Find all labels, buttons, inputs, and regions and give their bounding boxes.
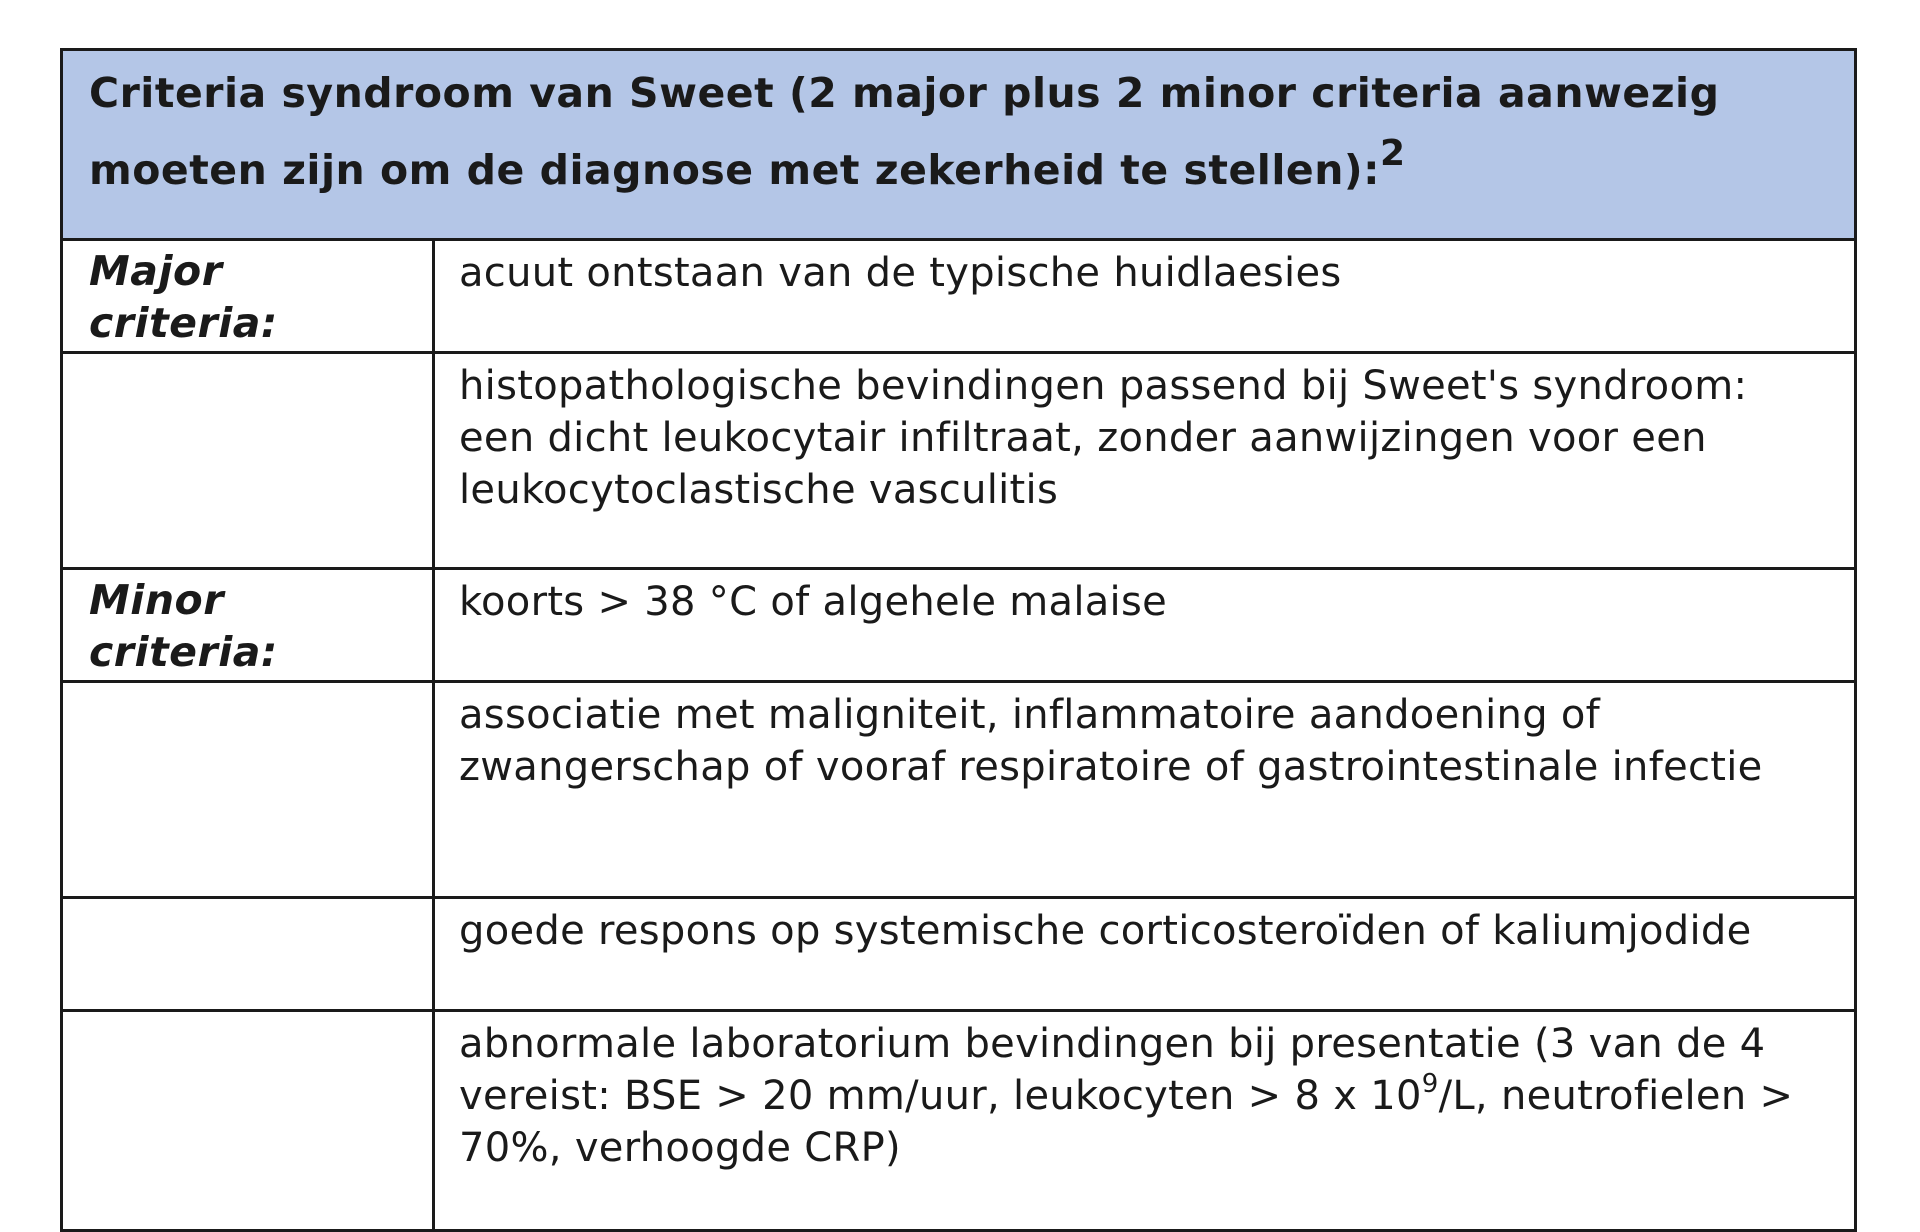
criterion-text: histopathologische bevindingen passend bij Sweet's syndroom: een dicht leukocytair infiltraat, zonder aanwijzingen voor een leukocytoclastische vasculitis [434, 353, 1856, 569]
sweet-criteria-table [60, 48, 1857, 1232]
table-row [62, 682, 1856, 898]
table-row [62, 569, 1856, 682]
table-row [62, 240, 1856, 353]
table-row [62, 1011, 1856, 1231]
criteria-label-empty [62, 1011, 434, 1231]
criteria-label-major: Major criteria: [62, 240, 434, 353]
criteria-label-empty [62, 898, 434, 1011]
criterion-text: acuut ontstaan van de typische huidlaesies [434, 240, 1856, 353]
criterion-text-part: /L, neutrofielen > 70%, verhoogde CRP) [459, 1073, 1794, 1171]
criterion-text-part: abnormale laboratorium bevindingen bij presentatie (3 van de 4 vereist: BSE > 20 mm/uur, leukocyten > 8 x 10 [459, 1021, 1766, 1119]
criteria-label-empty [62, 682, 434, 898]
criterion-text: associatie met maligniteit, inflammatoire aandoening of zwangerschap of vooraf respiratoire of gastrointestinale infectie [434, 682, 1856, 898]
criterion-text: koorts > 38 °C of algehele malaise [434, 569, 1856, 682]
table-header-row [62, 50, 1856, 240]
criterion-text: goede respons op systemische corticosteroïden of kaliumjodide [434, 898, 1856, 1011]
table-row [62, 353, 1856, 569]
criteria-label-minor: Minor criteria: [62, 569, 434, 682]
criterion-text [434, 1011, 1856, 1231]
criteria-label-empty [62, 353, 434, 569]
table-title: Criteria syndroom van Sweet (2 major plus 2 minor criteria aanwezig moeten zijn om de diagnose met zekerheid te stellen): [89, 69, 1720, 194]
exponent-superscript: 9 [1421, 1068, 1439, 1099]
table-header-cell [62, 50, 1856, 240]
table-row [62, 898, 1856, 1011]
reference-superscript: 2 [1380, 133, 1406, 175]
